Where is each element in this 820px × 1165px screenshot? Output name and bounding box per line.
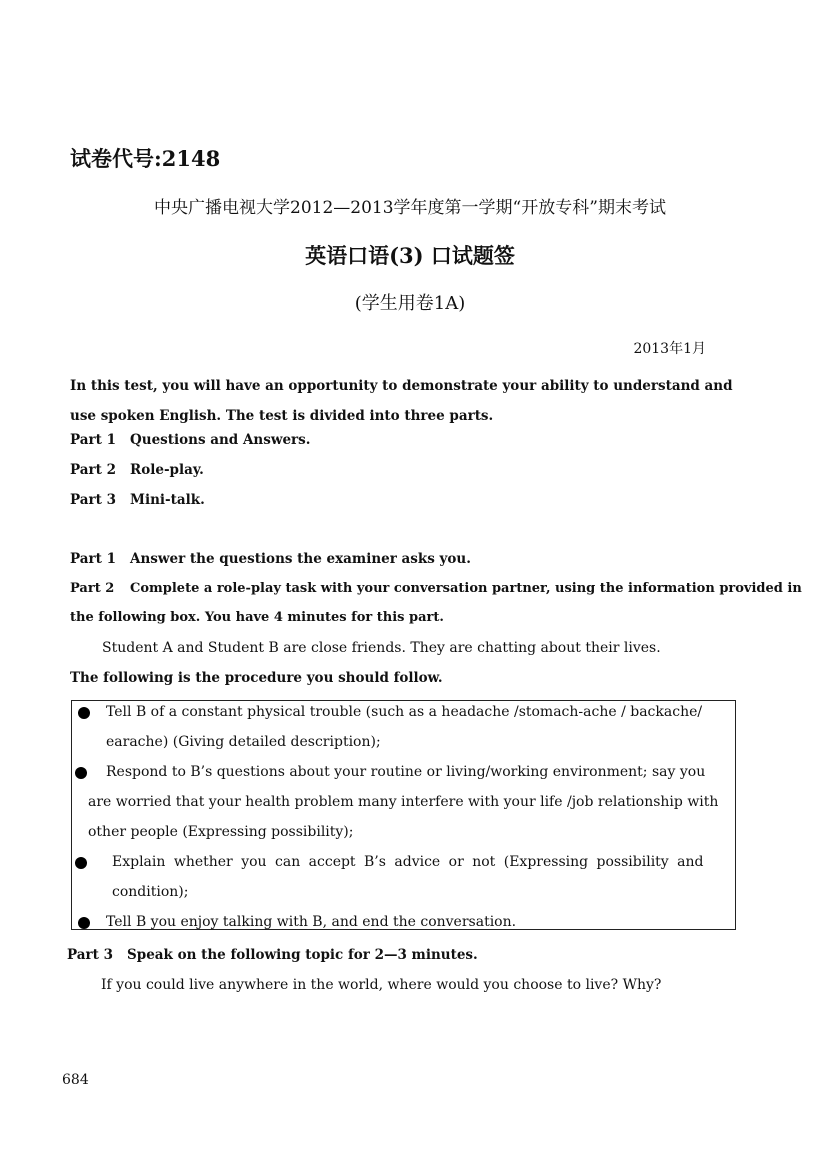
part-label: Part 2 [70, 462, 116, 478]
bullet-icon [75, 767, 87, 779]
part-label: Part 3 [70, 492, 116, 508]
part-desc: Complete a role-play task with your conversation partner, using the information provided in [130, 581, 802, 596]
part-desc: Answer the questions the examiner asks you. [130, 551, 471, 567]
task-line: Respond to B’s questions about your routine or living/working environment; say you [106, 764, 706, 780]
exam-subtitle: (学生用卷1A) [354, 293, 466, 314]
university-line: 中央广播电视大学2012—2013学年度第一学期“开放专科”期末考试 [154, 198, 666, 218]
part3-instruction [67, 947, 478, 963]
intro-paragraph: In this test, you will have an opportunity to demonstrate your ability to understand and use spoken English. The test is divided into three parts. [70, 378, 733, 424]
part-label: Part 3 [67, 947, 113, 963]
role-play-task-box [71, 700, 736, 930]
part-label: Part 1 [70, 432, 116, 448]
exam-date: 2013年1月 [633, 341, 706, 357]
overview-part3 [70, 492, 205, 508]
mini-talk-topic: If you could live anywhere in the world, where would you choose to live? Why? [101, 977, 662, 993]
task-line: Tell B of a constant physical trouble (such as a headache /stomach-ache / backache/ [106, 704, 703, 720]
part2-instruction-cont: the following box. You have 4 minutes for this part. [70, 610, 444, 625]
task-line: Explain whether you can accept B’s advice or not (Expressing possibility and [112, 854, 704, 870]
paper-code: 试卷代号:2148 [70, 146, 221, 171]
part-desc: Role-play. [130, 462, 204, 478]
task-line: Tell B you enjoy talking with B, and end the conversation. [106, 914, 517, 930]
part-desc: Mini-talk. [130, 492, 205, 508]
part-desc: Speak on the following topic for 2—3 minutes. [127, 947, 478, 963]
task-line: are worried that your health problem many interfere with your life /job relationship with [88, 794, 719, 810]
task-line: other people (Expressing possibility); [88, 824, 354, 840]
part-label: Part 2 [70, 581, 115, 596]
part-desc: Questions and Answers. [130, 432, 311, 448]
scenario-text: Student A and Student B are close friends. They are chatting about their lives. [102, 640, 661, 656]
bullet-icon [78, 707, 90, 719]
page-number: 684 [62, 1072, 89, 1088]
bullet-icon [75, 857, 87, 869]
procedure-heading: The following is the procedure you should follow. [70, 670, 443, 686]
bullet-icon [78, 917, 90, 929]
part1-instruction [70, 551, 471, 567]
task-line: earache) (Giving detailed description); [106, 734, 381, 750]
overview-part1 [70, 432, 310, 448]
part2-instruction [70, 581, 802, 596]
part-label: Part 1 [70, 551, 116, 567]
exam-title: 英语口语(3) 口试题签 [305, 243, 515, 268]
overview-part2 [70, 462, 204, 478]
task-line: condition); [112, 884, 189, 900]
